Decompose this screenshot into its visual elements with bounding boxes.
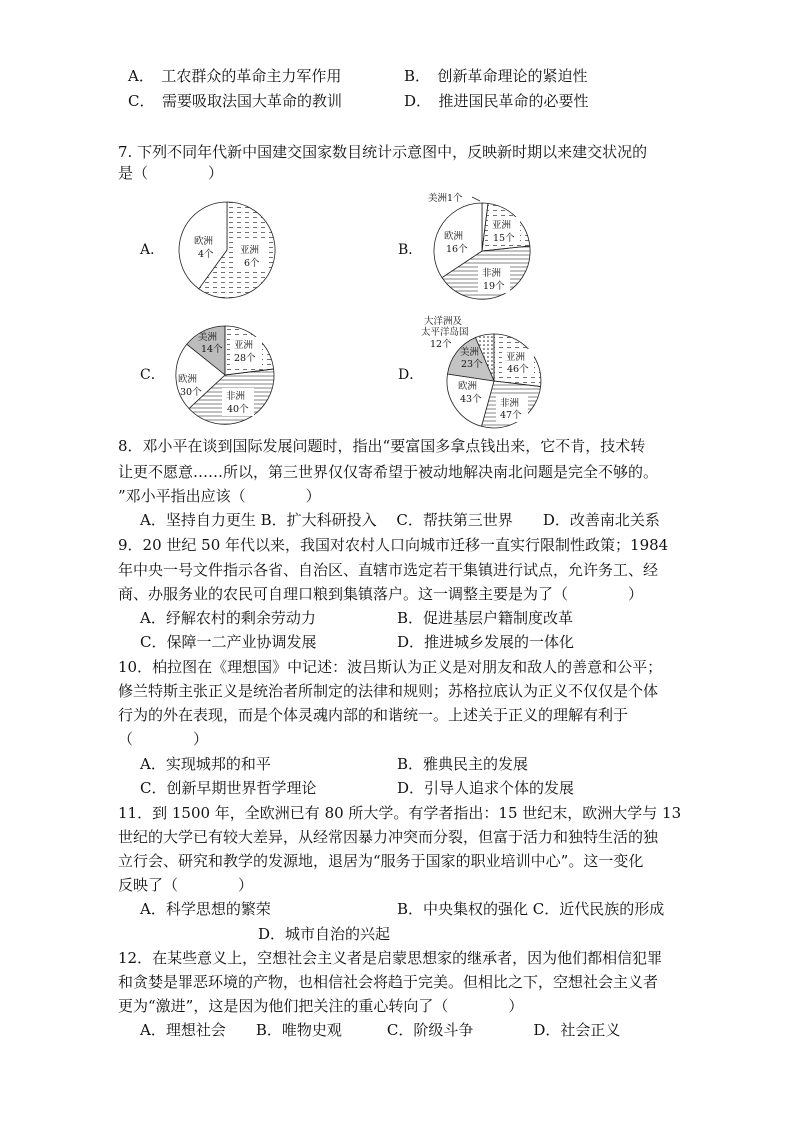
q6-option-d[interactable]: D． 推进国民革命的必要性 — [404, 92, 589, 110]
pie-a-label-europe: 欧洲 — [194, 236, 214, 247]
pie-c-value-europe: 30个 — [180, 387, 202, 398]
q12-stem-line1: 12．在某些意义上，空想社会主义者是启蒙思想家的继承者，因为他们都相信犯罪 — [118, 949, 663, 967]
pie-a-label-asia: 亚洲 — [240, 245, 260, 256]
pie-chart-a — [172, 200, 282, 300]
pie-chart-b — [420, 193, 540, 303]
q7-option-b-letter[interactable]: B． — [398, 242, 423, 258]
q12-stem-line3: 更为“激进”，这是因为他们把关注的重心转向了（ ） — [118, 997, 524, 1015]
pie-chart-c — [170, 322, 280, 428]
q6-option-c[interactable]: C． 需要吸取法国大革命的教训 — [128, 92, 342, 110]
q8-stem-line2: 让更不愿意……所以，第三世界仅仅寄希望于被动地解决南北问题是完全不够的。 — [118, 463, 659, 481]
pie-b-label-america: 美洲1个 — [428, 193, 463, 204]
pie-d-value-europe: 43个 — [460, 394, 482, 405]
pie-c-value-africa: 40个 — [227, 404, 249, 415]
pie-d-value-america: 23个 — [461, 359, 483, 370]
pie-d-label-oceania-line1: 大洋洲及 — [424, 316, 463, 327]
q11-stem-line4: 反映了（ ） — [118, 876, 254, 894]
q7-option-c-letter[interactable]: C． — [140, 367, 165, 383]
pie-c-value-america: 14个 — [201, 344, 223, 355]
pie-d-value-asia: 46个 — [507, 364, 529, 375]
q11-options-b-c[interactable]: B．中央集权的强化 C．近代民族的形成 — [397, 900, 665, 918]
q7-option-d-letter[interactable]: D． — [398, 367, 424, 383]
q12-stem-line2: 和贪婪是罪恶环境的产物，也相信社会将趋于完美。但相比之下，空想社会主义者 — [118, 973, 659, 991]
pie-a-value-asia: 6个 — [244, 258, 260, 269]
pie-b-value-asia: 15个 — [493, 233, 515, 244]
q10-option-a[interactable]: A．实现城邦的和平 — [140, 755, 271, 773]
pie-a-value-europe: 4个 — [198, 249, 214, 260]
pie-d-value-africa: 47个 — [500, 410, 522, 421]
q11-stem-line3: 立行会、研究和教学的发源地，退居为“服务于国家的职业培训中心”。这一变化 — [118, 852, 644, 870]
q10-stem-line1: 10．柏拉图在《理想国》中记述：波吕斯认为正义是对朋友和敌人的善意和公平； — [118, 658, 663, 676]
pie-b-value-europe: 16个 — [446, 244, 468, 255]
q11-stem-line1: 11．到 1500 年，全欧洲已有 80 所大学。有学者指出：15 世纪末，欧洲大学与 13 — [118, 804, 682, 822]
q11-option-d[interactable]: D．城市自治的兴起 — [258, 925, 391, 943]
q9-stem-line3: 商、办服务业的农民可自理口粮到集镇落户。这一调整主要是为了（ ） — [118, 585, 644, 603]
pie-c-value-asia: 28个 — [234, 353, 256, 364]
q9-stem-line1: 9．20 世纪 50 年代以来，我国对农村人口向城市迁移一直实行限制性政策；1984 — [118, 536, 669, 554]
q9-option-b[interactable]: B．促进基层户籍制度改革 — [397, 609, 574, 627]
q10-stem-line3: 行为的外在表现，而是个体灵魂内部的和谐统一。上述关于正义的理解有利于 — [118, 706, 629, 724]
pie-d-label-oceania-line2: 太平洋岛国 — [421, 327, 469, 338]
q10-stem-line4: （ ） — [118, 730, 209, 748]
q8-stem-line1: 8．邓小平在谈到国际发展问题时，指出“要富国多拿点钱出来，它不肯，技术转 — [118, 437, 646, 455]
q10-option-d[interactable]: D．引导人追求个体的发展 — [397, 779, 575, 797]
q7-stem-line2: 是（ ） — [118, 164, 224, 182]
pie-c-label-africa: 非洲 — [226, 391, 246, 402]
pie-c-label-asia: 亚洲 — [234, 340, 254, 351]
q8-stem-line3: ”邓小平指出应该（ ） — [118, 487, 321, 505]
q9-option-c[interactable]: C．保障一二产业协调发展 — [140, 633, 317, 651]
q7-stem-line1: 7. 下列不同年代新中国建交国家数目统计示意图中，反映新时期以来建交状况的 — [118, 143, 648, 161]
pie-c-label-europe: 欧洲 — [178, 374, 198, 385]
pie-d-label-africa: 非洲 — [500, 398, 520, 409]
pie-d-label-asia: 亚洲 — [506, 352, 526, 363]
q7-option-a-letter[interactable]: A． — [140, 242, 165, 258]
pie-d-value-oceania: 12个 — [430, 339, 452, 350]
q12-options[interactable]: A．理想社会 B．唯物史观 C．阶级斗争 D．社会正义 — [140, 1021, 621, 1039]
q10-option-c[interactable]: C．创新早期世界哲学理论 — [140, 779, 317, 797]
q9-stem-line2: 年中央一号文件指示各省、自治区、直辖市选定若干集镇进行试点，允许务工、经 — [118, 561, 659, 579]
pie-b-value-africa: 19个 — [483, 281, 505, 292]
pie-b-label-africa: 非洲 — [482, 268, 502, 279]
q9-option-d[interactable]: D．推进城乡发展的一体化 — [397, 633, 575, 651]
pie-d-label-america: 美洲 — [460, 347, 480, 358]
q11-stem-line2: 世纪的大学已有较大差异，从经常因暴力冲突而分裂，但富于活力和独特生活的独 — [118, 828, 659, 846]
q6-option-a[interactable]: A． 工农群众的革命主力军作用 — [128, 67, 342, 85]
pie-chart-d — [418, 315, 548, 427]
q10-stem-line2: 修兰特斯主张正义是统治者所制定的法律和规则；苏格拉底认为正义不仅仅是个体 — [118, 682, 659, 700]
q10-option-b[interactable]: B．雅典民主的发展 — [397, 755, 529, 773]
q11-option-a[interactable]: A．科学思想的繁荣 — [140, 900, 271, 918]
q9-option-a[interactable]: A．纾解农村的剩余劳动力 — [140, 609, 316, 627]
pie-d-label-europe: 欧洲 — [458, 381, 478, 392]
pie-c-label-america: 美洲 — [198, 332, 218, 343]
q8-options[interactable]: A．坚持自力更生 B．扩大科研投入 C．帮扶第三世界 D．改善南北关系 — [140, 511, 660, 529]
pie-b-label-asia: 亚洲 — [492, 220, 512, 231]
q6-option-b[interactable]: B． 创新革命理论的紧迫性 — [404, 67, 588, 85]
pie-b-label-europe: 欧洲 — [444, 231, 464, 242]
